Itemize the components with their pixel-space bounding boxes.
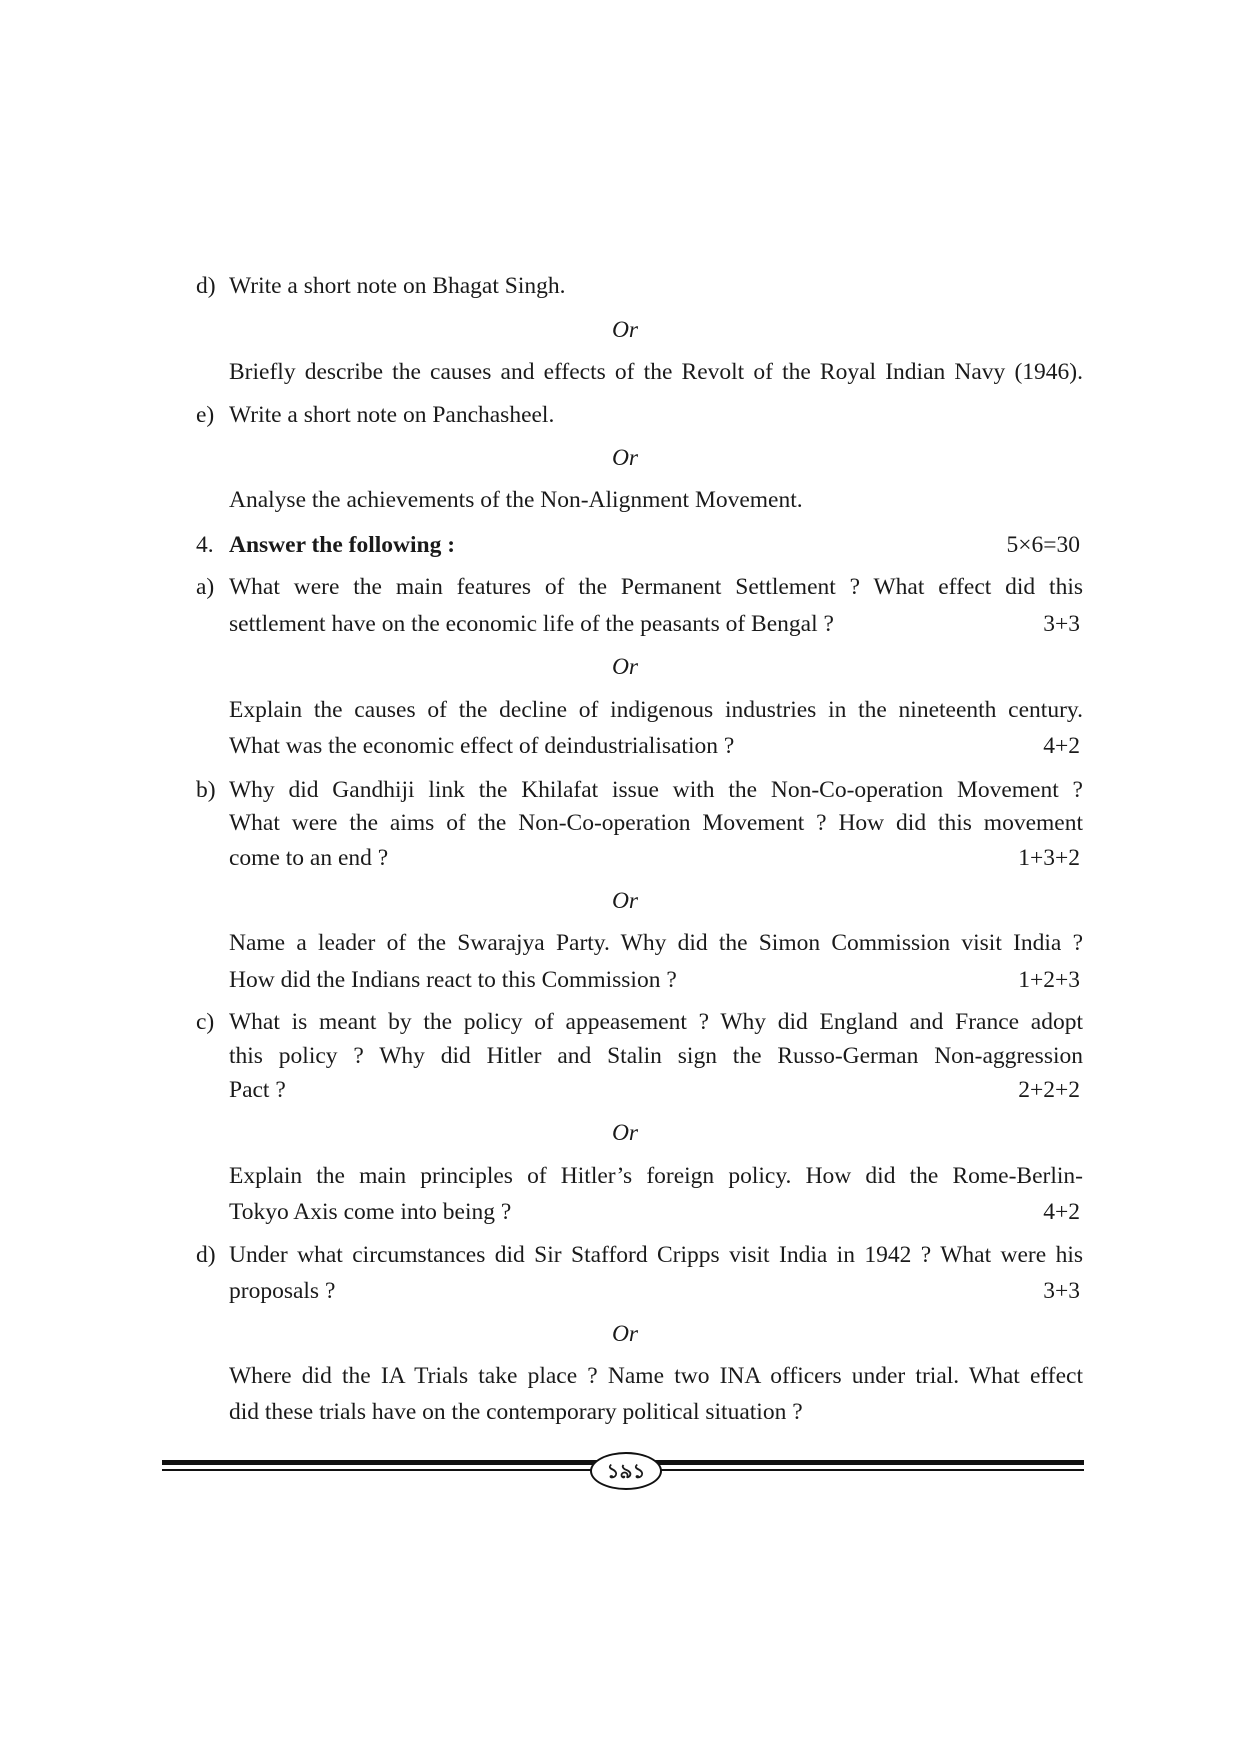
question-label: c) [196, 1009, 215, 1035]
question-label: d) [196, 273, 216, 299]
alternative-text-line: How did the Indians react to this Commission ? [229, 967, 677, 993]
question-text: Write a short note on Panchasheel. [229, 402, 555, 428]
question-text-line: come to an end ? [229, 845, 389, 871]
page-number-badge [590, 1452, 662, 1490]
question-marks: 1+3+2 [1018, 845, 1080, 871]
alternative-text-line: did these trials have on the contemporary political situation ? [229, 1399, 803, 1425]
question-text-line: Why did Gandhiji link the Khilafat issue with the Non-Co-operation Movement ? [229, 777, 1083, 803]
question-marks: 3+3 [1043, 1278, 1080, 1304]
or-separator: Or [611, 1321, 639, 1347]
question-text-line: What were the main features of the Permanent Settlement ? What effect did this [229, 574, 1083, 600]
question-label: b) [196, 777, 216, 803]
alternative-text-line: What was the economic effect of deindustrialisation ? [229, 733, 735, 759]
alternative-question-text: Briefly describe the causes and effects of the Revolt of the Royal Indian Navy (1946). [229, 359, 1083, 385]
question-marks: 3+3 [1043, 611, 1080, 637]
or-separator: Or [611, 888, 639, 914]
alternative-text-line: Explain the main principles of Hitler’s foreign policy. How did the Rome-Berlin- [229, 1163, 1083, 1189]
alternative-text-line: Tokyo Axis come into being ? [229, 1199, 512, 1225]
or-separator: Or [611, 654, 639, 680]
section-number: 4. [196, 532, 214, 558]
or-separator: Or [611, 317, 639, 343]
question-text-line: proposals ? [229, 1278, 336, 1304]
question-marks: 2+2+2 [1018, 1077, 1080, 1103]
question-text-line: Under what circumstances did Sir Stafford Cripps visit India in 1942 ? What were his [229, 1242, 1083, 1268]
alternative-marks: 4+2 [1043, 733, 1080, 759]
question-text-line: this policy ? Why did Hitler and Stalin sign the Russo-German Non-aggression [229, 1043, 1083, 1069]
alternative-text-line: Explain the causes of the decline of indigenous industries in the nineteenth century. [229, 697, 1083, 723]
section-heading: Answer the following : [229, 532, 456, 558]
question-label: d) [196, 1242, 216, 1268]
alternative-text-line: Where did the IA Trials take place ? Name two INA officers under trial. What effect [229, 1363, 1083, 1389]
alternative-marks: 1+2+3 [1018, 967, 1080, 993]
question-text-line: What were the aims of the Non-Co-operation Movement ? How did this movement [229, 810, 1083, 836]
question-text: Write a short note on Bhagat Singh. [229, 273, 566, 299]
alternative-question-text: Analyse the achievements of the Non-Alignment Movement. [229, 487, 803, 513]
section-marks: 5×6=30 [1006, 532, 1080, 558]
question-text-line: What is meant by the policy of appeasement ? Why did England and France adopt [229, 1009, 1083, 1035]
or-separator: Or [611, 445, 639, 471]
alternative-marks: 4+2 [1043, 1199, 1080, 1225]
question-text-line: Pact ? [229, 1077, 286, 1103]
alternative-text-line: Name a leader of the Swarajya Party. Why did the Simon Commission visit India ? [229, 930, 1083, 956]
question-text-line: settlement have on the economic life of the peasants of Bengal ? [229, 611, 834, 637]
or-separator: Or [611, 1120, 639, 1146]
page-number: ১৯১ [606, 1459, 646, 1483]
question-label: a) [196, 574, 215, 600]
question-label: e) [196, 402, 215, 428]
